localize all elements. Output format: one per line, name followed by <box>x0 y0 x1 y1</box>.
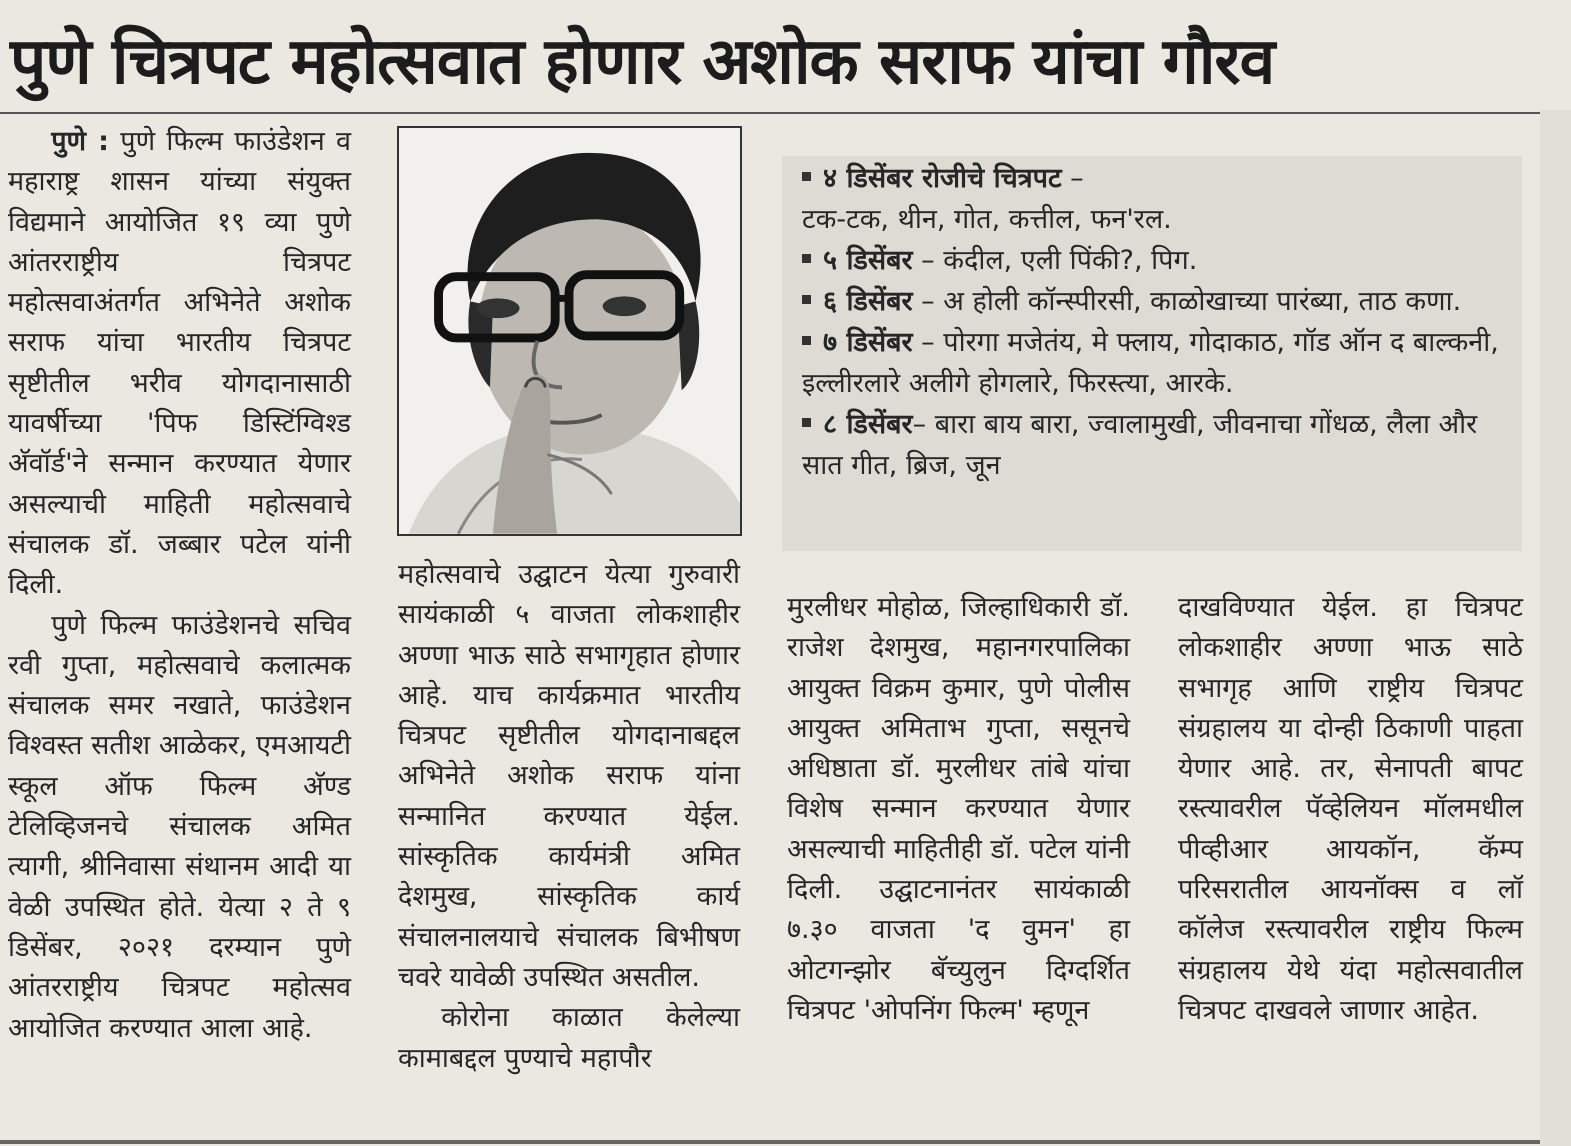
schedule-films: बारा बाय बारा, ज्वालामुखी, जीवनाचा गोंधळ, लैला और सात गीत, ब्रिज, जून <box>802 409 1478 481</box>
schedule-films: अ होली कॉन्स्पीरसी, काळोखाच्या पारंब्या, ताठ कणा. <box>943 286 1462 317</box>
bullet-icon <box>802 336 811 345</box>
schedule-item <box>802 158 1512 240</box>
schedule-item <box>802 404 1512 486</box>
article-column-4 <box>1178 588 1523 1031</box>
schedule-films: टक-टक, थीन, गोत, कत्तील, फन'रल. <box>802 204 1172 235</box>
schedule-separator: – <box>912 409 935 440</box>
schedule-separator: – <box>912 327 944 358</box>
bullet-icon <box>802 254 811 263</box>
schedule-films: कंदील, एली पिंकी?, पिग. <box>943 245 1198 276</box>
col1-paragraph-1 <box>8 122 351 606</box>
schedule-date: ५ डिसेंबर <box>823 245 913 276</box>
bullet-icon <box>802 295 811 304</box>
schedule-separator: – <box>912 245 944 276</box>
schedule-date: ७ डिसेंबर <box>823 327 913 358</box>
schedule-item <box>802 322 1512 404</box>
dateline: पुणे : <box>51 126 109 157</box>
col2-paragraph-1: महोत्सवाचे उद्घाटन येत्या गुरुवारी सायंकाळी ५ वाजता लोकशाहीर अण्णा भाऊ साठे सभागृहात होणार आहे. याच कार्यक्रमात भारतीय चित्रपट सृष्टीतील योगदानाबद्दल अभिनेते अशोक सराफ यांना सन्मानित करण्यात येईल. सांस्कृतिक कार्यमंत्री अमित देशमुख, सांस्कृतिक कार्य संचालनालयाचे संचालक बिभीषण चवरे यावेळी उपस्थित असतील. <box>398 559 740 993</box>
schedule-films: पोरगा मजेतंय, मे फ्लाय, गोदाकाठ, गॉड ऑन द बाल्कनी, इल्लीरलारे अलीगे होगलारे, फिरस्त्या, आरके. <box>802 327 1499 399</box>
bottom-rule <box>0 1140 1571 1144</box>
bullet-icon <box>802 172 811 181</box>
portrait-image <box>399 128 740 534</box>
col1-paragraph-2: पुणे फिल्म फाउंडेशनचे सचिव रवी गुप्ता, महोत्सवाचे कलात्मक संचालक समर नखाते, फाउंडेशन विश्वस्त सतीश आळेकर, एमआयटी स्कूल ऑफ फिल्म अ‍ॅण्ड टेलिव्हिजनचे संचालक अमित त्यागी, श्रीनिवासा संथानम आदी या वेळी उपस्थित होते. येत्या २ ते ९ डिसेंबर, २०२१ दरम्यान पुणे आंतरराष्ट्रीय चित्रपट महोत्सव आयोजित करण्यात आला आहे. <box>8 609 351 1044</box>
article-column-3 <box>787 588 1130 1031</box>
col1-paragraph-1-text: पुणे फिल्म फाउंडेशन व महाराष्ट्र शासन यांच्या संयुक्त विद्यमाने आयोजित १९ व्या पुणे आंतरराष्ट्रीय चित्रपट महोत्सवाअंतर्गत अभिनेते अशोक सराफ यांचा भारतीय चित्रपट सृष्टीतील भरीव योगदानासाठी यावर्षीच्या 'पिफ डिस्टिंग्विश्ड अ‍ॅवॉर्ड'ने सन्मान करण्यात येणार असल्याची माहिती महोत्सवाचे संचालक डॉ. जब्बार पटेल यांनी दिली. <box>8 126 351 601</box>
schedule-separator: – <box>912 286 944 317</box>
schedule-item <box>802 281 1512 322</box>
headline-rule <box>0 112 1571 114</box>
col3-paragraph-1: मुरलीधर मोहोळ, जिल्हाधिकारी डॉ. राजेश देशमुख, महानगरपालिका आयुक्त विक्रम कुमार, पुणे पोलीस आयुक्त अमिताभ गुप्ता, ससूनचे अधिष्ठाता डॉ. मुरलीधर तांबे यांचा विशेष सन्मान करण्यात येणार असल्याची माहितीही डॉ. पटेल यांनी दिली. उद्घाटनानंतर सायंकाळी ७.३० वाजता 'द वुमन' हा ओटगन्झोर बॅच्युलुन दिग्दर्शित चित्रपट 'ओपनिंग फिल्म' म्हणून <box>787 592 1130 1026</box>
headline: पुणे चित्रपट महोत्सवात होणार अशोक सराफ यांचा गौरव <box>10 25 1275 99</box>
article-column-2 <box>398 555 740 1079</box>
adjacent-column-edge <box>1540 110 1571 1146</box>
ashok-saraf-photo <box>397 126 742 536</box>
schedule-separator: – <box>1061 163 1084 194</box>
schedule-date: ४ डिसेंबर रोजीचे चित्रपट <box>823 163 1062 194</box>
article-column-1 <box>8 122 351 1049</box>
col4-paragraph-1: दाखविण्यात येईल. हा चित्रपट लोकशाहीर अण्णा भाऊ साठे सभागृह आणि राष्ट्रीय चित्रपट संग्रहालय या दोन्ही ठिकाणी पाहता येणार आहे. तर, सेनापती बापट रस्त्यावरील पॅव्हेलियन मॉलमधील पीव्हीआर आयकॉन, कॅम्प परिसरातील आयनॉक्स व लॉ कॉलेज रस्त्यावरील राष्ट्रीय फिल्म संग्रहालय येथे यंदा महोत्सवातील चित्रपट दाखवले जाणार आहेत. <box>1178 592 1523 1026</box>
col2-paragraph-2: कोरोना काळात केलेल्या कामाबद्दल पुण्याचे महापौर <box>398 1002 740 1074</box>
schedule-date: ६ डिसेंबर <box>823 286 913 317</box>
schedule-item <box>802 240 1512 281</box>
bullet-icon <box>802 418 811 427</box>
film-schedule-list <box>802 158 1512 486</box>
schedule-date: ८ डिसेंबर <box>823 409 913 440</box>
film-schedule-box <box>782 156 1522 551</box>
